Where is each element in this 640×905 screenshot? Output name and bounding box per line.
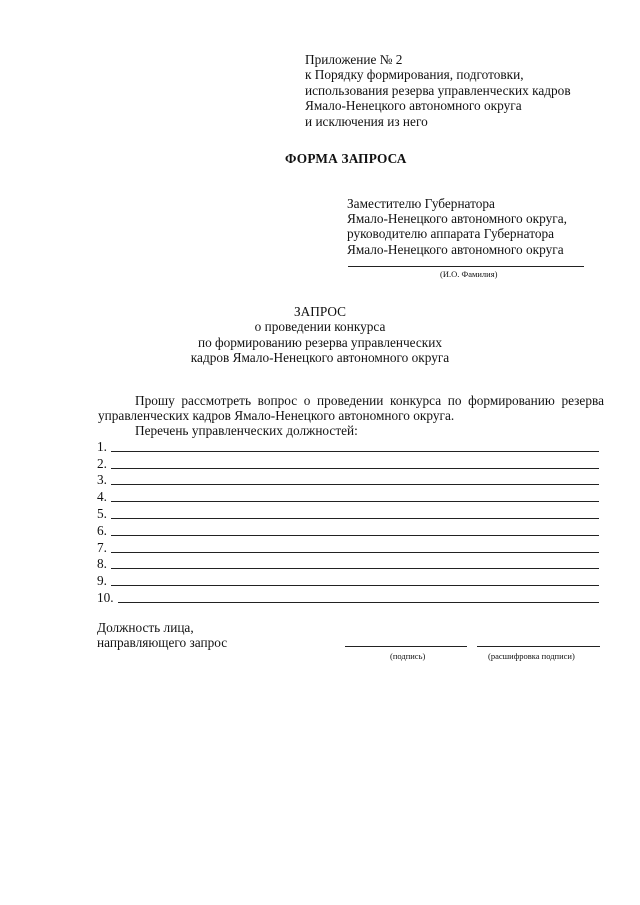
positions-list: [97, 437, 599, 605]
request-title: ЗАПРОС: [293, 304, 347, 319]
addressee-block: [347, 196, 617, 257]
signer-line: Должность лица,: [97, 620, 194, 635]
position-field[interactable]: [111, 501, 599, 502]
position-number: 6.: [97, 522, 107, 538]
signature-decode-field[interactable]: [477, 646, 600, 647]
position-row: [97, 454, 599, 471]
position-row: [97, 521, 599, 538]
appendix-line: Приложение № 2: [305, 52, 403, 67]
appendix-line: Ямало-Ненецкого автономного округа: [305, 98, 522, 114]
request-subtitle-line: по формированию резерва управленческих: [197, 334, 443, 350]
addressee-line: Ямало-Ненецкого автономного округа: [347, 241, 564, 257]
request-subtitle-line: о проведении конкурса: [254, 319, 386, 335]
position-field[interactable]: [118, 602, 599, 603]
position-field[interactable]: [111, 484, 599, 485]
addressee-name-field[interactable]: [348, 266, 584, 267]
position-row: [97, 437, 599, 454]
position-number: 8.: [97, 556, 107, 572]
position-field[interactable]: [111, 585, 599, 586]
appendix-header: [305, 52, 625, 129]
addressee-line: Ямало-Ненецкого автономного округа,: [347, 211, 567, 227]
position-number: 7.: [97, 539, 107, 555]
signature-decode-caption: (расшифровка подписи): [488, 651, 575, 661]
position-row: [97, 504, 599, 521]
request-heading: [120, 304, 520, 366]
signer-line: направляющего запрос: [97, 635, 228, 651]
signer-title: [97, 620, 227, 651]
position-row: [97, 588, 599, 605]
position-row: [97, 538, 599, 555]
request-subtitle-line: кадров Ямало-Ненецкого автономного округа: [190, 350, 450, 366]
position-field[interactable]: [111, 552, 599, 553]
position-field[interactable]: [111, 518, 599, 519]
signature-field[interactable]: [345, 646, 467, 647]
request-paragraph: Прошу рассмотреть вопрос о проведении конкурса по формированию резерва управленческих кадров Ямало-Ненецкого автономного округа.: [98, 393, 604, 424]
position-number: 2.: [97, 455, 107, 471]
appendix-line: к Порядку формирования, подготовки,: [305, 67, 524, 83]
form-title: ФОРМА ЗАПРОСА: [285, 151, 407, 166]
position-number: 10.: [97, 589, 114, 605]
position-field[interactable]: [111, 468, 599, 469]
position-row: [97, 487, 599, 504]
addressee-line: Заместителю Губернатора: [347, 196, 495, 211]
position-row: [97, 571, 599, 588]
position-number: 9.: [97, 573, 107, 589]
appendix-line: и исключения из него: [305, 113, 428, 129]
position-field[interactable]: [111, 451, 599, 452]
addressee-name-caption: (И.О. Фамилия): [440, 269, 498, 279]
signature-caption: (подпись): [390, 651, 426, 661]
position-row: [97, 471, 599, 488]
position-field[interactable]: [111, 568, 599, 569]
positions-list-intro: Перечень управленческих должностей:: [135, 423, 358, 438]
position-number: 4.: [97, 489, 107, 505]
position-number: 3.: [97, 472, 107, 488]
addressee-line: руководителю аппарата Губернатора: [347, 226, 555, 242]
appendix-line: использования резерва управленческих кадров: [305, 82, 571, 98]
position-row: [97, 555, 599, 572]
position-number: 5.: [97, 505, 107, 521]
position-number: 1.: [97, 438, 107, 454]
position-field[interactable]: [111, 535, 599, 536]
